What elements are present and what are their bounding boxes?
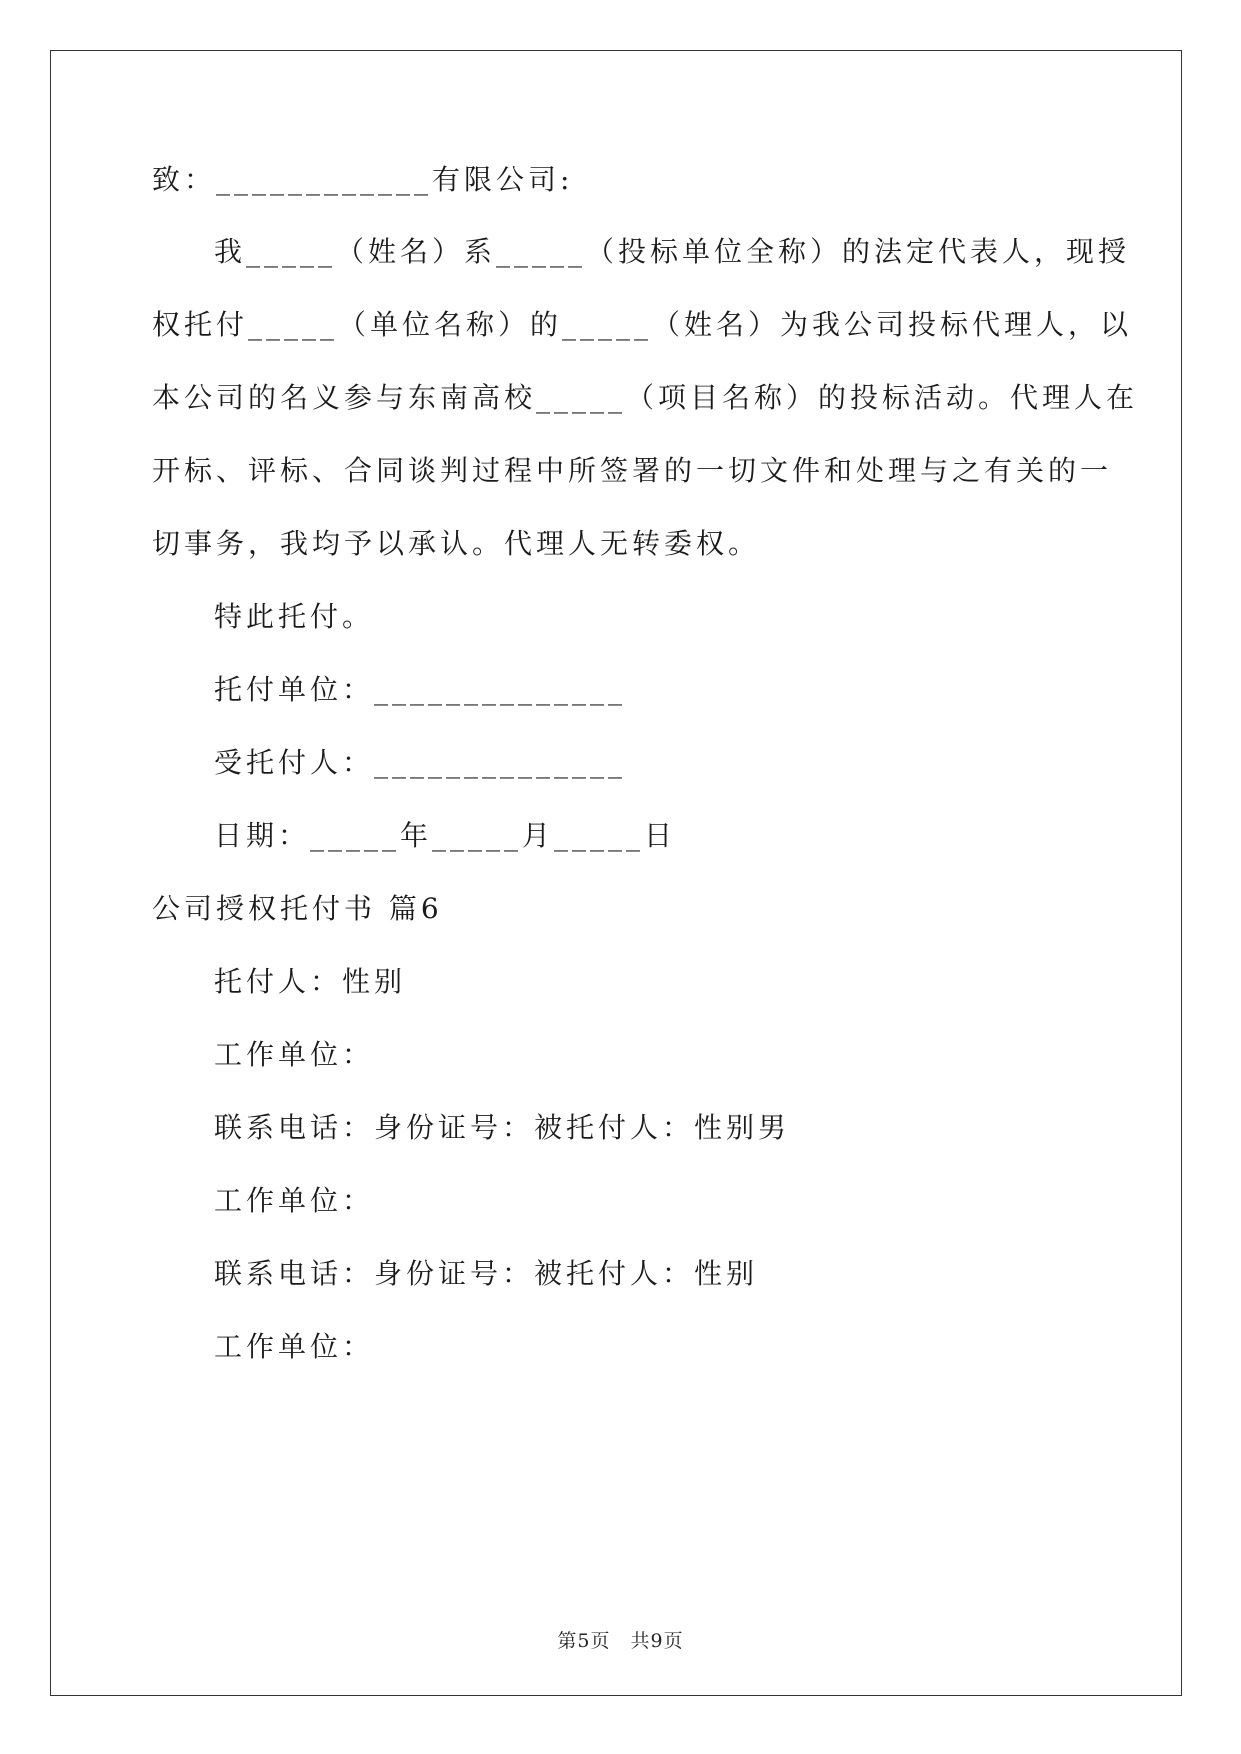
field-line: 工作单位：	[214, 1038, 375, 1071]
field-line: 托付人：性别	[214, 965, 407, 998]
closing-line: 特此托付。	[214, 600, 375, 633]
paragraph-line: 切事务，我均予以承认。代理人无转委权。	[152, 527, 761, 560]
page-border	[50, 50, 1182, 1696]
section-heading: 公司授权托付书 篇6	[152, 892, 443, 925]
field-line: 联系电话：身份证号：被托付人：性别	[214, 1257, 759, 1290]
agent-line: 受托付人：______________	[214, 746, 627, 779]
field-line: 工作单位：	[214, 1184, 375, 1217]
paragraph-line: 本公司的名义参与东南高校_____（项目名称）的投标活动。代理人在	[152, 381, 1139, 414]
addressee-line: 致：____________有限公司:	[152, 163, 574, 196]
field-line: 工作单位：	[214, 1330, 375, 1363]
paragraph-line: 开标、评标、合同谈判过程中所签署的一切文件和处理与之有关的一	[152, 454, 1113, 487]
field-line: 联系电话：身份证号：被托付人：性别男	[214, 1111, 791, 1144]
paragraph-line: 我_____（姓名）系_____（投标单位全称）的法定代表人，现授	[214, 235, 1131, 268]
date-line: 日期：_____年_____月_____日	[214, 819, 677, 852]
paragraph-line: 权托付_____（单位名称）的_____（姓名）为我公司投标代理人，以	[152, 308, 1133, 341]
principal-unit-line: 托付单位：______________	[214, 673, 627, 706]
page-number-footer: 第5页 共9页	[557, 1630, 684, 1652]
